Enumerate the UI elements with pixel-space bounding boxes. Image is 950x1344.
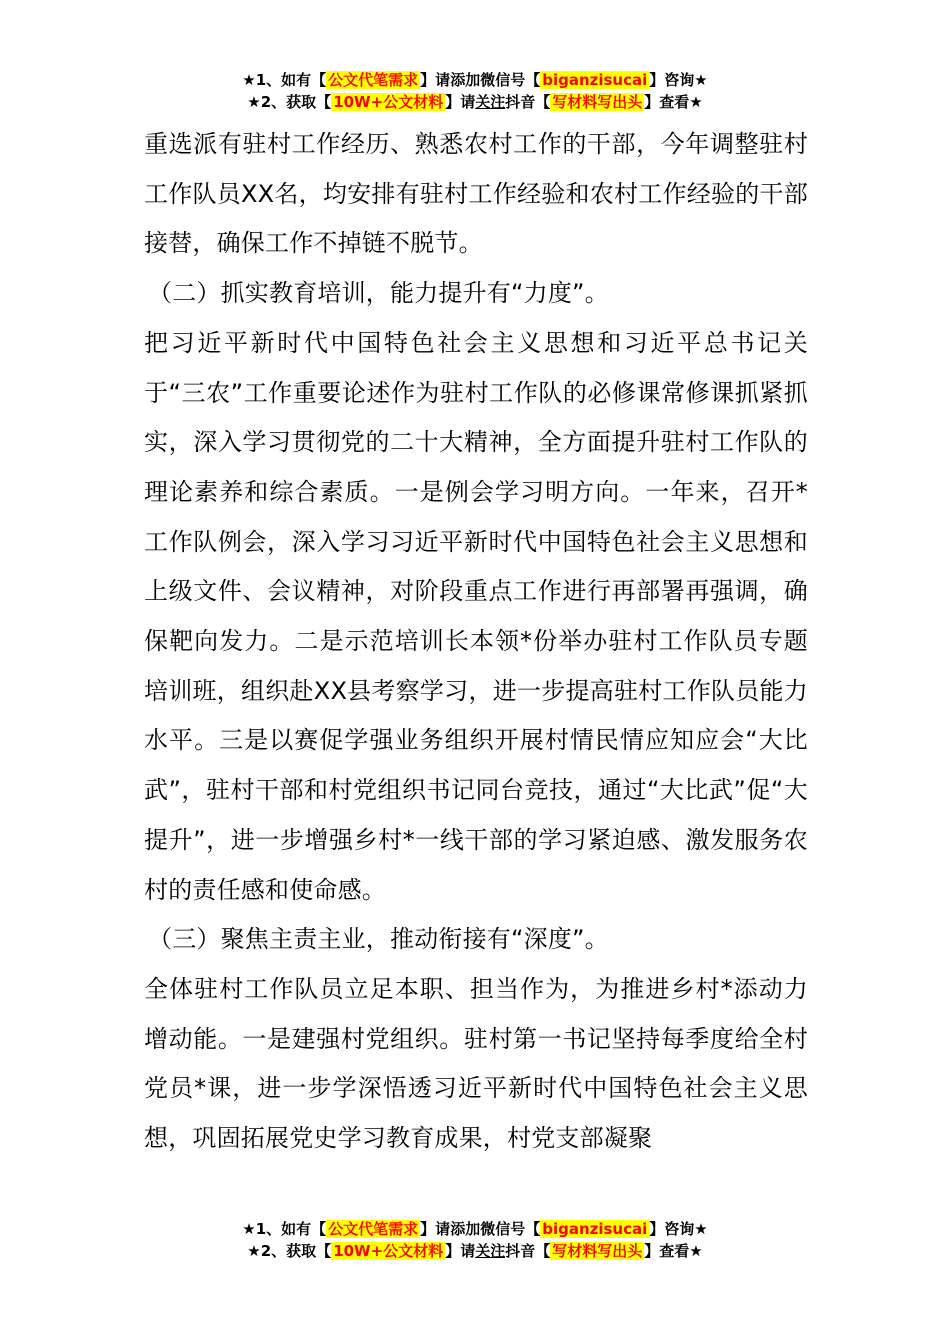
banner-line-2 — [0, 1240, 950, 1262]
document-body — [144, 120, 808, 1164]
banner-text: 】请 — [420, 1220, 451, 1238]
banner-text: 抖音【 — [505, 93, 551, 111]
banner-line-1 — [0, 1218, 950, 1240]
section-heading: （二）抓实教育培训，能力提升有“力度”。 — [148, 279, 609, 308]
banner-emphasis: 添加 — [450, 71, 481, 89]
banner-highlight: 公文代笔需求 — [328, 1220, 419, 1238]
banner-text: 】请 — [445, 93, 476, 111]
banner-text: 抖音【 — [505, 1242, 551, 1260]
banner-highlight: 写材料写出头 — [552, 1242, 643, 1260]
banner-text: 】请 — [420, 71, 451, 89]
banner-text: ★2、获取【 — [247, 93, 332, 111]
banner-highlight: 10W+公文材料 — [333, 93, 444, 111]
banner-highlight: 公文代笔需求 — [328, 71, 419, 89]
banner-text: 微信号【 — [480, 1220, 541, 1238]
header-banner — [0, 69, 950, 113]
banner-text: 微信号【 — [480, 71, 541, 89]
banner-text: ★2、获取【 — [247, 1242, 332, 1260]
banner-text: ★1、如有【 — [242, 1220, 327, 1238]
body-paragraph: 全体驻村工作队员立足本职、担当作为，为推进乡村*添动力增动能。一是建强村党组织。驻村第一书记坚持每季度给全村党员*课，进一步学深悟透习近平新时代中国特色社会主义思想，巩固拓展党史学习教育成果，村党支部凝聚 — [144, 974, 808, 1153]
banner-emphasis: 关注 — [475, 93, 506, 111]
section-heading: （三）聚焦主责主业，推动衔接有“深度”。 — [148, 925, 609, 954]
banner-line-1 — [0, 69, 950, 91]
footer-banner — [0, 1218, 950, 1262]
banner-text: 】咨询★ — [649, 71, 708, 89]
banner-highlight: 10W+公文材料 — [333, 1242, 444, 1260]
banner-text: 】咨询★ — [649, 1220, 708, 1238]
banner-text: 】查看★ — [644, 1242, 703, 1260]
banner-emphasis: 关注 — [475, 1242, 506, 1260]
banner-text: 】请 — [445, 1242, 476, 1260]
banner-text: ★1、如有【 — [242, 71, 327, 89]
banner-emphasis: 添加 — [450, 1220, 481, 1238]
body-paragraph: 重选派有驻村工作经历、熟悉农村工作的干部，今年调整驻村工作队员XX名，均安排有驻村工作经验和农村工作经验的干部接替，确保工作不掉链不脱节。 — [144, 130, 808, 258]
banner-highlight: biganzisucai — [542, 1220, 648, 1238]
body-paragraph: 把习近平新时代中国特色社会主义思想和习近平总书记关于“三农”工作重要论述作为驻村工作队的必修课常修课抓紧抓实，深入学习贯彻党的二十大精神，全方面提升驻村工作队的理论素养和综合素质。一是例会学习明方向。一年来，召开*工作队例会，深入学习习近平新时代中国特色社会主义思想和上级文件、会议精神，对阶段重点工作进行再部署再强调，确保靶向发力。二是示范培训长本领*份举办驻村工作队员专题培训班，组织赴XX县考察学习，进一步提高驻村工作队员能力水平。三是以赛促学强业务组织开展村情民情应知应会“大比武”，驻村干部和村党组织书记同台竞技，通过“大比武”促“大提升”，进一步增强乡村*一线干部的学习紧迫感、激发服务农村的责任感和使命感。 — [144, 328, 808, 904]
banner-text: 】查看★ — [644, 93, 703, 111]
banner-line-2 — [0, 91, 950, 113]
banner-highlight: biganzisucai — [542, 71, 648, 89]
banner-highlight: 写材料写出头 — [552, 93, 643, 111]
